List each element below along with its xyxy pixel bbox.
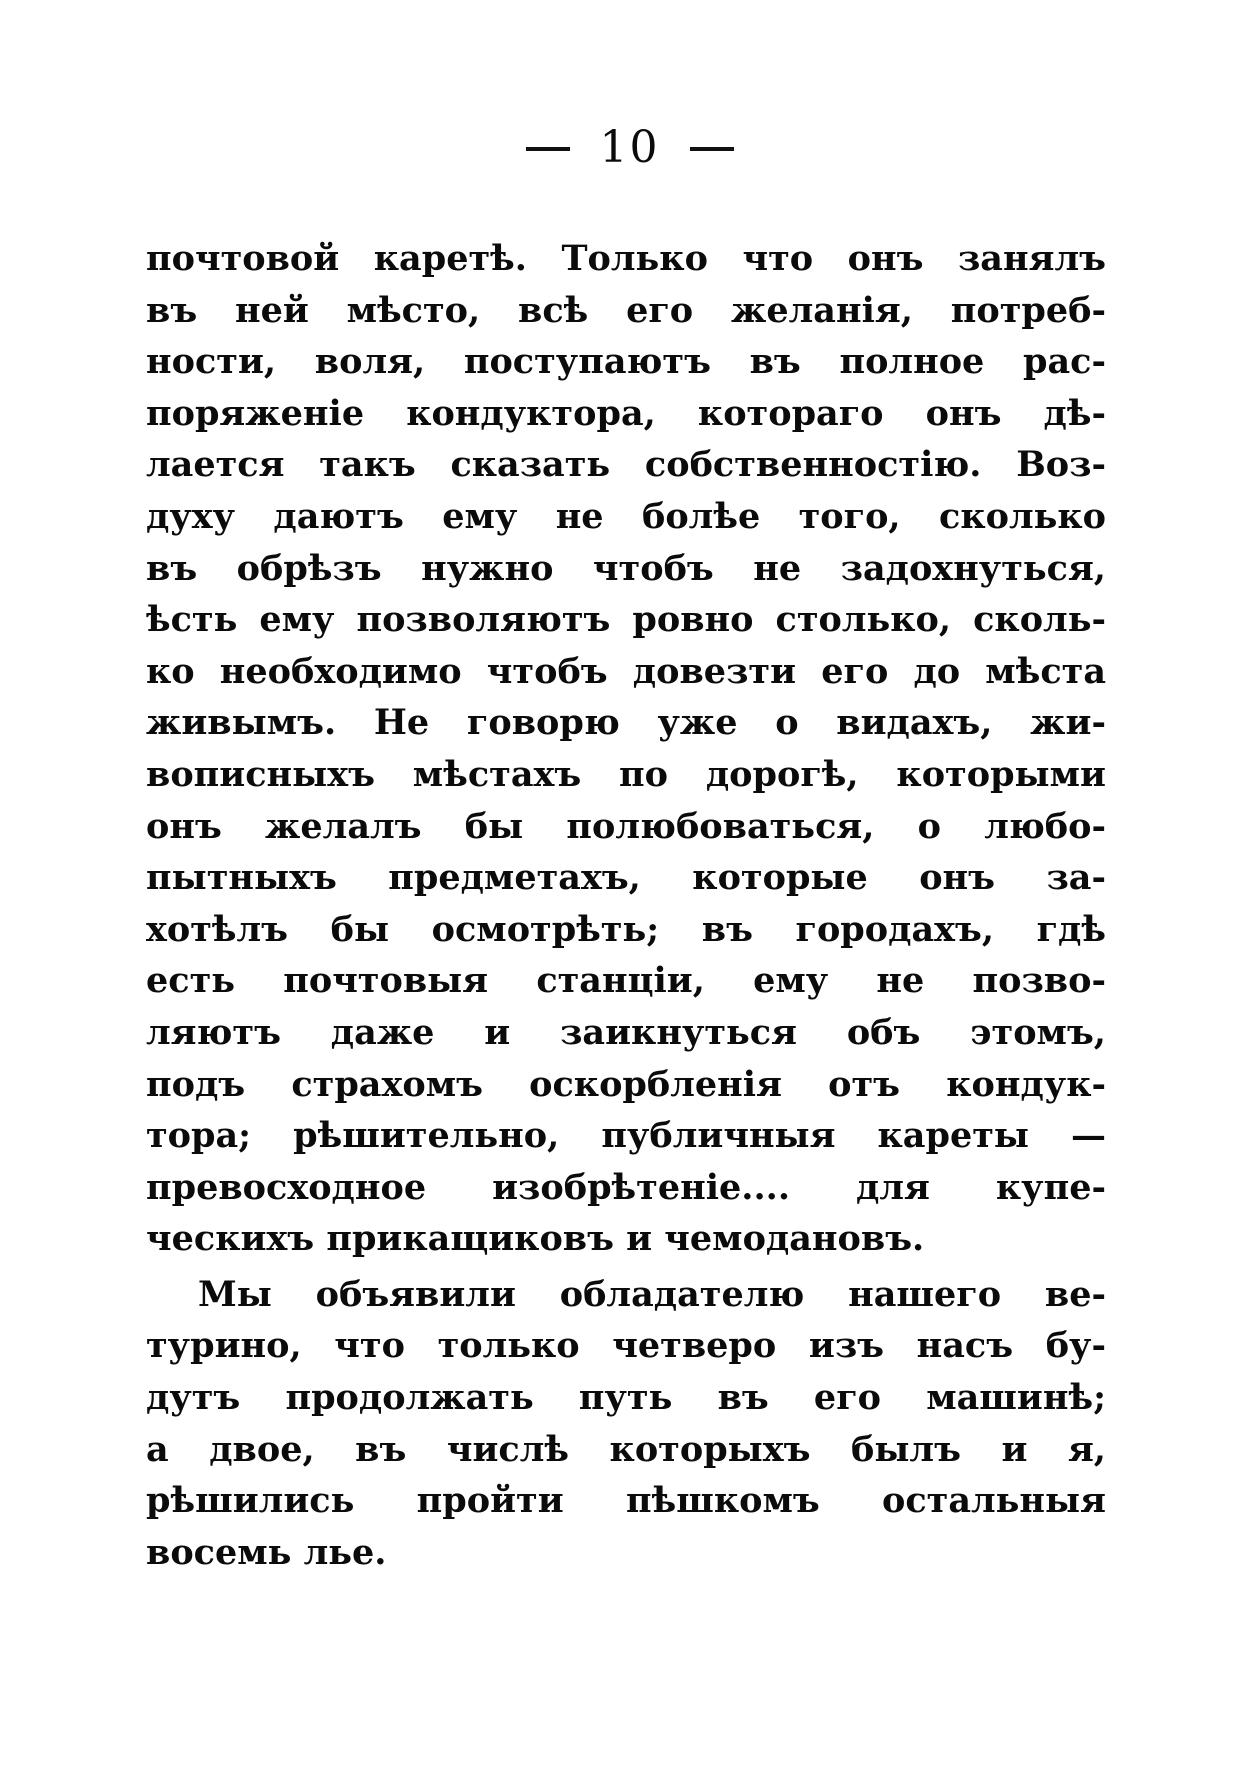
text-line: ѣсть ему позволяютъ ровно столько, сколь- xyxy=(146,599,1106,641)
left-dash xyxy=(526,147,570,151)
text-line: духу даютъ ему не болѣе того, сколько xyxy=(146,495,1106,537)
body-text xyxy=(146,233,1106,1578)
text-line: тора; рѣшительно, публичныя кареты — xyxy=(146,1115,1106,1157)
text-line: дутъ продолжать путь въ его машинѣ; xyxy=(146,1377,1106,1419)
text-line: ко необходимо чтобъ довезти его до мѣста xyxy=(146,650,1106,692)
text-line: лается такъ сказать собственностію. Воз- xyxy=(146,444,1106,486)
text-line: ности, воля, поступаютъ въ полное рас- xyxy=(146,341,1106,383)
text-line: живымъ. Не говорю уже о видахъ, жи- xyxy=(146,702,1106,744)
text-line: пытныхъ предметахъ, которые онъ за- xyxy=(146,857,1106,899)
text-line: ляютъ даже и заикнуться объ этомъ, xyxy=(146,1011,1106,1053)
text-line: онъ желалъ бы полюбоваться, о любо- xyxy=(146,805,1106,847)
page-number: 10 xyxy=(599,122,660,173)
page-number-header xyxy=(0,118,1259,178)
text-line: подъ страхомъ оскорбленія отъ кондук- xyxy=(146,1063,1106,1105)
paragraph-1 xyxy=(146,233,1106,1265)
text-line: восемь лье. xyxy=(146,1531,387,1573)
text-line: почтовой каретѣ. Только что онъ занялъ xyxy=(146,238,1106,279)
text-line: вописныхъ мѣстахъ по дорогѣ, которыми xyxy=(146,753,1106,795)
text-line: ческихъ прикащиковъ и чемодановъ. xyxy=(146,1218,925,1260)
text-line: въ ней мѣсто, всѣ его желанія, потреб- xyxy=(146,289,1106,331)
text-line: хотѣлъ бы осмотрѣть; въ городахъ, гдѣ xyxy=(146,908,1106,950)
text-line: въ обрѣзъ нужно чтобъ не задохнуться, xyxy=(146,547,1106,589)
text-line: рѣшились пройти пѣшкомъ остальныя xyxy=(146,1480,1106,1522)
text-line: Мы объявили обладателю нашего ве- xyxy=(198,1273,1106,1315)
text-line: превосходное изобрѣтеніе.... для купе- xyxy=(146,1166,1106,1208)
text-line: есть почтовыя станціи, ему не позво- xyxy=(146,960,1106,1002)
right-dash xyxy=(690,147,734,151)
paragraph-2 xyxy=(146,1269,1106,1579)
text-line: а двое, въ числѣ которыхъ былъ и я, xyxy=(146,1428,1106,1470)
text-line: турино, что только четверо изъ насъ бу- xyxy=(146,1325,1106,1367)
text-line: поряженіе кондуктора, котораго онъ дѣ- xyxy=(146,392,1106,434)
